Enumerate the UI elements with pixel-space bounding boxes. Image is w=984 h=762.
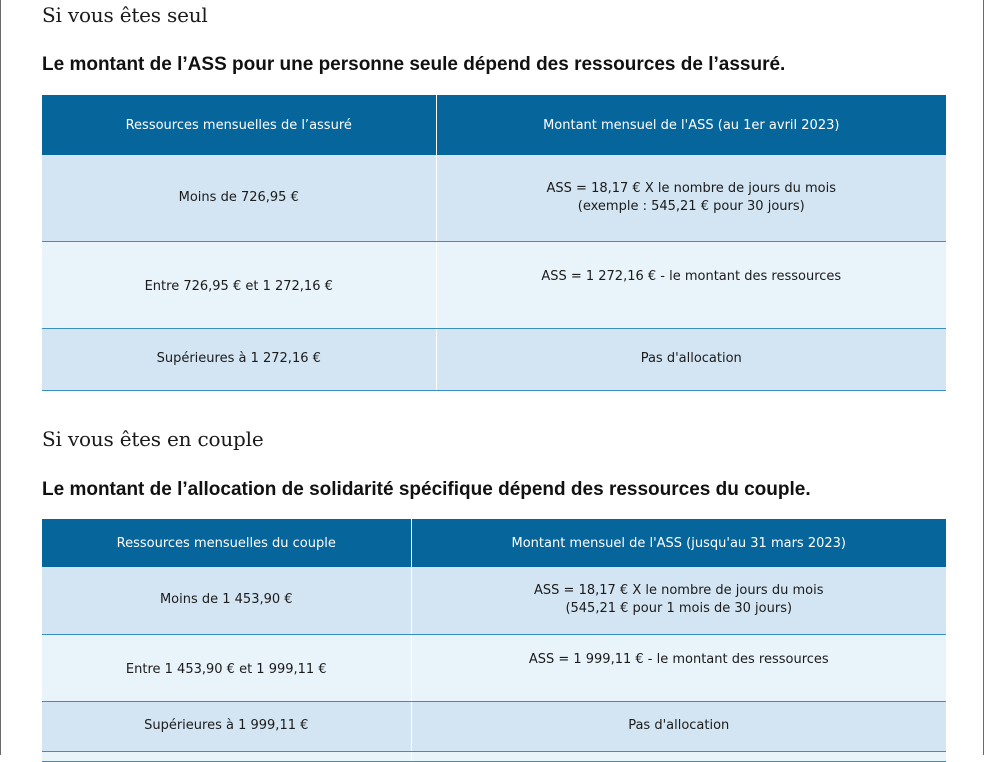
column-header-montant: Montant mensuel de l'ASS (jusqu'au 31 mars 2023) (411, 519, 946, 567)
cell-text-line1: ASS = 18,17 € X le nombre de jours du mois (546, 180, 836, 196)
table-row (42, 241, 946, 328)
cell-ressources (42, 241, 436, 328)
cell-ressources (42, 634, 411, 701)
cell-montant (411, 567, 946, 634)
section-lead-couple: Le montant de l’allocation de solidarité spécifique dépend des ressources du couple. (42, 479, 811, 500)
cell-montant (436, 155, 946, 241)
cell-ressources (42, 155, 436, 241)
section-title-couple: Si vous êtes en couple (42, 427, 264, 451)
cell-ressources (42, 567, 411, 634)
cell-montant (411, 701, 946, 751)
cell-text-line2: (exemple : 545,21 € pour 30 jours) (577, 198, 805, 214)
table-row-partial (42, 751, 946, 761)
table-row (42, 155, 946, 241)
cell-montant (411, 634, 946, 701)
section-lead-seul: Le montant de l’ASS pour une personne seule dépend des ressources de l’assuré. (42, 54, 786, 75)
cell-ressources (42, 701, 411, 751)
table-row (42, 701, 946, 751)
cell-text: Moins de 1 453,90 € (159, 592, 293, 608)
column-header-ressources: Ressources mensuelles de l’assuré (42, 95, 436, 155)
cell-text-line2: (545,21 € pour 1 mois de 30 jours) (565, 601, 793, 617)
table-ass-seul (42, 95, 946, 391)
cell-text: Moins de 726,95 € (178, 189, 299, 205)
cell-text: Supérieures à 1 272,16 € (156, 351, 321, 366)
table-header-row (42, 519, 946, 567)
cell-montant (436, 328, 946, 390)
cell-text-line1: Pas d'allocation (640, 351, 742, 366)
column-header-ressources: Ressources mensuelles du couple (42, 519, 411, 567)
cell-ressources (42, 328, 436, 390)
section-title-seul: Si vous êtes seul (42, 3, 208, 27)
cell-empty (411, 751, 946, 761)
column-header-montant: Montant mensuel de l'ASS (au 1er avril 2023) (436, 95, 946, 155)
cell-text: Entre 726,95 € et 1 272,16 € (144, 279, 333, 294)
table-row (42, 634, 946, 701)
table-header-row (42, 95, 946, 155)
cell-text: Supérieures à 1 999,11 € (144, 718, 309, 733)
cell-text-line1: Pas d'allocation (628, 718, 730, 733)
cell-text: Entre 1 453,90 € et 1 999,11 € (125, 662, 327, 677)
table-row (42, 567, 946, 634)
cell-text-line1: ASS = 1 272,16 € - le montant des ressources (541, 268, 842, 284)
cell-text-line1: ASS = 18,17 € X le nombre de jours du mois (534, 583, 824, 599)
table-ass-couple (42, 519, 946, 762)
cell-empty (42, 751, 411, 761)
cell-montant (436, 241, 946, 328)
table-row (42, 328, 946, 390)
cell-text-line1: ASS = 1 999,11 € - le montant des ressources (528, 651, 829, 667)
